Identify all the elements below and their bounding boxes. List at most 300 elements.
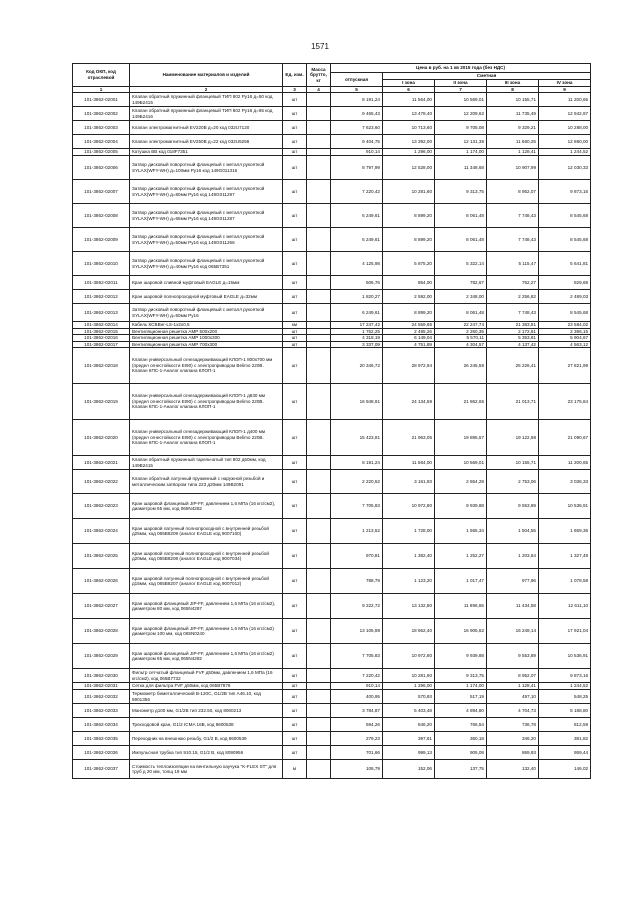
row-price-zone-4: 27 821,99 [539,348,591,384]
row-price-zone-1: 24 134,59 [383,384,435,420]
row-unit: шт [283,384,307,420]
row-unit: шт [283,644,307,669]
row-price-zone-4: 1 244,52 [539,683,591,690]
row-code: 101-3862-02011 [73,276,130,290]
col-num: 2 [130,86,283,93]
row-code: 101-3862-02009 [73,228,130,252]
row-price-zone-2: 4 304,57 [435,341,487,348]
row-price-release: 8 797,99 [331,156,383,180]
row-price-zone-2: 9 705,08 [435,121,487,135]
row-code: 101-3862-02031 [73,683,130,690]
price-table [72,63,591,779]
row-price-zone-1: 2 592,00 [383,290,435,304]
row-price-zone-3: 21 383,81 [487,322,539,329]
row-price-zone-4: 4 563,12 [539,341,591,348]
row-name: Кран шаровой фланцевый JIP-FF, давлением 1,6 МПа (16 кгс/см2) диаметром 100 мм, код 065N0240 [130,619,283,644]
header-name: Наименование материалов и изделий [130,64,283,87]
row-price-zone-3: 11 660,25 [487,135,539,149]
table-row [73,669,591,683]
row-price-release: 9 222,72 [331,594,383,619]
row-unit: шт [283,252,307,276]
row-name: Манометр д100 мм, G1/2В тип 232.50, код 8060213 [130,704,283,718]
header-unit: Ед. изм. [283,64,307,87]
row-price-zone-3: 7 748,43 [487,204,539,228]
table-row [73,156,591,180]
row-price-release: 1 752,25 [331,328,383,335]
row-unit: шт [283,544,307,569]
table-header [73,64,591,93]
row-price-zone-4: 10 288,00 [539,121,591,135]
row-price-zone-4: 12 611,10 [539,594,591,619]
row-code: 101-3862-02034 [73,718,130,732]
row-price-zone-3: 1 504,55 [487,519,539,544]
row-price-zone-2: 8 061,48 [435,304,487,322]
row-code: 101-3862-02030 [73,669,130,683]
row-price-zone-2: 9 939,88 [435,644,487,669]
row-price-zone-2: 11 896,55 [435,594,487,619]
row-price-zone-4: 812,59 [539,718,591,732]
row-name: Вентиляционная решетка AMP 500х200 [130,328,283,335]
row-price-zone-4: 1 659,36 [539,519,591,544]
row-unit: шт [283,669,307,683]
row-price-zone-2: 12 131,35 [435,135,487,149]
row-code: 101-3862-02006 [73,156,130,180]
row-mass [307,718,331,732]
row-price-zone-2: 766,54 [435,718,487,732]
table-row [73,107,591,121]
row-unit: шт [283,594,307,619]
row-unit: шт [283,348,307,384]
row-unit: шт [283,732,307,746]
row-price-release: 7 705,83 [331,494,383,519]
row-price-zone-4: 959,44 [539,746,591,760]
col-num: 3 [283,86,307,93]
row-price-release: 594,26 [331,718,383,732]
row-price-zone-4: 8 545,68 [539,204,591,228]
row-name: Клапан обратный латунный пружинный с наружной резьбой и металлическим затвором типа 223 д20мм 149B2091 [130,470,283,494]
row-price-release: 6 249,61 [331,204,383,228]
row-name: Затвор дисковый поворотный фланцевый с металл рукояткой SYLAX(WFY-WH) д=65мм Ру16 код 149G011287 [130,204,283,228]
row-price-zone-3: 11 434,58 [487,594,539,619]
row-unit: шт [283,420,307,456]
row-code: 101-3862-02018 [73,348,130,384]
row-price-zone-3: 4 704,73 [487,704,539,718]
row-price-zone-1: 13 392,00 [383,135,435,149]
row-price-zone-3: 4 137,42 [487,341,539,348]
row-code: 101-3862-02004 [73,135,130,149]
row-price-zone-3: 7 748,43 [487,304,539,322]
table-row [73,180,591,204]
row-price-zone-1: 1 296,00 [383,149,435,156]
row-name: Клапан универсальный огнезадерживающий КЛОП-1 д400 мм (предел огнестойкости EI90) с электроприводом Belimo 220В. Клапан КПС-1-Аналог клапана КЛОП-1 [130,420,283,456]
row-name: Термометр биметаллический В-120С, G1/2В тип А46.10, код 5901356 [130,690,283,704]
row-price-zone-3: 10 155,71 [487,456,539,470]
row-unit: шт [283,149,307,156]
row-unit: шт [283,718,307,732]
row-name: Затвор дисковый поворотный фланцевый с металл рукояткой SYLAX(WFY-WH) д=40мм Ру16 код 065B7351 [130,252,283,276]
row-unit: шт [283,290,307,304]
table-row [73,384,591,420]
row-code: 101-3862-02003 [73,121,130,135]
row-mass [307,683,331,690]
row-price-zone-1: 999,13 [383,746,435,760]
table-row [73,276,591,290]
table-row [73,619,591,644]
row-unit: шт [283,470,307,494]
row-price-zone-4: 9 873,16 [539,669,591,683]
row-price-zone-3: 19 122,98 [487,420,539,456]
row-name: Кран шаровой латунный полнопроходной с внутренней резьбой д15мм, код 065B8207 (аналог EAGLE код 9007012) [130,569,283,594]
table-body [73,93,591,779]
row-price-zone-2: 9 313,75 [435,180,487,204]
row-price-zone-1: 1 296,00 [383,683,435,690]
row-mass [307,746,331,760]
row-unit: шт [283,619,307,644]
row-price-zone-3: 2 256,82 [487,290,539,304]
row-unit: шт [283,569,307,594]
row-unit: шт [283,121,307,135]
table-row [73,494,591,519]
row-code: 101-3862-02036 [73,746,130,760]
row-price-zone-1: 5 875,20 [383,252,435,276]
row-price-release: 910,14 [331,149,383,156]
row-mass [307,569,331,594]
row-price-zone-3: 21 013,71 [487,384,539,420]
row-name: Клапан универсальный огнезадерживающий КЛОП-1 800х700 мм (предел огнестойкости EI90) с электроприводом Belimo 220В. Клапан КПС-1-Аналог клапана КЛОП-1 [130,348,283,384]
row-name: Кабель КСВВнг-LS-1х2х0,5 [130,322,283,329]
row-price-zone-4: 1 078,58 [539,569,591,594]
row-price-zone-4: 146,02 [539,760,591,779]
row-name: Стоимость теплоизоляции на вентильную каучука "K-FLEX ST" для труб д 20 мм, толщ 19 мм [130,760,283,779]
row-price-release: 3 784,87 [331,704,383,718]
row-name: Клапан обратный пружинный фланцевый ТИП 802 Ру16 д=50 код 149Б2415 [130,93,283,107]
row-price-zone-3: 132,40 [487,760,539,779]
row-name: Затвор дисковый поворотный фланцевый с металл рукояткой SYLAX(WFY-WH) д=80мм Ру16 код 149G011297 [130,180,283,204]
row-price-release: 13 105,98 [331,619,383,644]
header-zone-1: I зона [383,79,435,86]
row-price-zone-3: 5 353,81 [487,335,539,342]
table-row [73,569,591,594]
row-price-release: 7 705,83 [331,644,383,669]
row-price-zone-3: 25 226,41 [487,348,539,384]
header-release-price: отпускная [331,73,383,87]
row-price-zone-4: 21 090,67 [539,420,591,456]
row-code: 101-3862-02015 [73,328,130,335]
table-row [73,519,591,544]
row-price-zone-1: 6 149,04 [383,335,435,342]
row-price-zone-4: 12 030,33 [539,156,591,180]
row-mass [307,180,331,204]
row-name: Вентиляционная решетка AMP 1000х300 [130,335,283,342]
row-name: Затвор дисковый поворотный фланцевый с металл рукояткой SYLAX(WFY-WH) д=50мм Ру16 код 149G011266 [130,228,283,252]
row-price-zone-2: 905,08 [435,746,487,760]
row-unit: шт [283,683,307,690]
row-price-zone-1: 18 662,40 [383,619,435,644]
row-code: 101-3862-02013 [73,304,130,322]
row-price-zone-1: 8 899,20 [383,204,435,228]
row-name: Клапан электромагнитный EV250B д=22 код 032U5256 [130,135,283,149]
table-row [73,746,591,760]
table-row [73,290,591,304]
row-price-zone-1: 397,61 [383,732,435,746]
row-price-zone-2: 19 895,57 [435,420,487,456]
row-price-zone-1: 8 899,20 [383,228,435,252]
row-price-zone-4: 3 036,33 [539,470,591,494]
row-code: 101-3862-02037 [73,760,130,779]
row-mass [307,384,331,420]
row-mass [307,669,331,683]
row-price-zone-1: 10 281,60 [383,669,435,683]
row-unit: шт [283,93,307,107]
row-price-zone-1: 1 728,00 [383,519,435,544]
row-name: Кран шаровой фланцевый JIP-FF, давлением 1,6 МПа (16 кгс/см2), диаметром 80 мм, код 065N4287 [130,594,283,619]
table-row [73,348,591,384]
row-unit: шт [283,341,307,348]
row-mass [307,690,331,704]
row-code: 101-3862-02021 [73,456,130,470]
row-price-zone-1: 28 972,94 [383,348,435,384]
row-price-release: 1 213,52 [331,519,383,544]
row-price-zone-3: 1 128,41 [487,149,539,156]
row-price-release: 701,66 [331,746,383,760]
row-price-zone-2: 2 864,29 [435,470,487,494]
row-price-zone-4: 11 200,65 [539,456,591,470]
row-price-zone-3: 5 115,47 [487,252,539,276]
table-row [73,704,591,718]
row-price-zone-1: 13 132,80 [383,594,435,619]
header-price-group: Цена в руб. на 1 кв 2015 года (без НДС) [331,64,591,73]
row-code: 101-3862-02008 [73,204,130,228]
row-price-zone-3: 752,27 [487,276,539,290]
row-price-release: 106,79 [331,760,383,779]
row-unit: шт [283,204,307,228]
row-price-release: 20 346,72 [331,348,383,384]
row-unit: шт [283,156,307,180]
row-price-zone-2: 5 322,14 [435,252,487,276]
row-name: Кран шаровой сливной муфтовый EAGLE д=15мм [130,276,283,290]
row-name: Кран шаровой латунный полнопроходной с внутренней резьбой д25мм, код 065B8209 (аналог EAGLE код 9007100) [130,519,283,544]
col-num: 5 [331,86,383,93]
row-code: 101-3862-02029 [73,644,130,669]
row-price-zone-2: 137,75 [435,760,487,779]
row-price-zone-4: 12 860,00 [539,135,591,149]
row-price-release: 15 423,81 [331,420,383,456]
row-price-release: 788,79 [331,569,383,594]
row-price-zone-2: 1 174,00 [435,149,487,156]
row-mass [307,619,331,644]
row-price-zone-2: 1 565,34 [435,519,487,544]
row-mass [307,228,331,252]
row-code: 101-3862-02012 [73,290,130,304]
row-price-zone-1: 11 564,00 [383,93,435,107]
row-price-zone-1: 24 559,65 [383,322,435,329]
table-row [73,456,591,470]
row-price-zone-4: 381,82 [539,732,591,746]
row-mass [307,494,331,519]
row-mass [307,470,331,494]
row-price-zone-2: 8 061,48 [435,204,487,228]
row-mass [307,732,331,746]
table-row [73,718,591,732]
row-price-zone-4: 5 188,80 [539,704,591,718]
row-name: Затвор дисковый поворотный фланцевый с металл рукояткой SYLAX(WFY-WH) д=50мм Ру16 [130,304,283,322]
row-name: Сетка для фильтра FVF д50мм, код 065B7876 [130,683,283,690]
row-price-zone-2: 10 569,01 [435,93,487,107]
row-price-zone-4: 1 327,48 [539,544,591,569]
row-price-zone-2: 12 209,62 [435,107,487,121]
row-price-zone-2: 16 905,62 [435,619,487,644]
row-price-zone-1: 864,00 [383,276,435,290]
row-price-zone-2: 10 569,01 [435,456,487,470]
row-code: 101-3862-02026 [73,569,130,594]
row-mass [307,304,331,322]
row-price-release: 4 318,19 [331,335,383,342]
row-price-zone-1: 10 281,60 [383,180,435,204]
row-price-zone-3: 9 553,89 [487,494,539,519]
table-row [73,304,591,322]
table-row [73,683,591,690]
row-price-zone-3: 869,93 [487,746,539,760]
row-unit: м [283,760,307,779]
row-price-zone-3: 10 155,71 [487,93,539,107]
table-row [73,644,591,669]
row-code: 101-3862-02032 [73,690,130,704]
col-num: 6 [383,86,435,93]
row-code: 101-3862-02016 [73,335,130,342]
row-price-zone-2: 4 894,80 [435,704,487,718]
table-row [73,135,591,149]
row-mass [307,149,331,156]
row-mass [307,420,331,456]
row-code: 101-3862-02007 [73,180,130,204]
row-price-zone-1: 570,93 [383,690,435,704]
row-price-zone-3: 9 329,21 [487,121,539,135]
row-price-zone-1: 4 751,89 [383,341,435,348]
row-price-zone-1: 1 123,20 [383,569,435,594]
row-price-release: 910,14 [331,683,383,690]
row-price-zone-4: 829,68 [539,276,591,290]
row-price-zone-4: 5 904,67 [539,335,591,342]
table-row [73,732,591,746]
table-row [73,252,591,276]
page-number: 1571 [311,42,329,51]
row-price-zone-4: 10 536,91 [539,494,591,519]
row-unit: шт [283,228,307,252]
row-code: 101-3862-02023 [73,494,130,519]
row-name: Катушка BB код 018F7351 [130,149,283,156]
row-price-release: 9 404,75 [331,135,383,149]
row-code: 101-3862-02035 [73,732,130,746]
row-price-zone-2: 360,18 [435,732,487,746]
row-price-zone-2: 2 348,00 [435,290,487,304]
row-price-release: 606,76 [331,276,383,290]
row-price-release: 9 465,43 [331,107,383,121]
row-name: Вентиляционная решетка AMP 700х300 [130,341,283,348]
row-price-zone-2: 1 174,00 [435,683,487,690]
row-price-zone-4: 2 396,15 [539,328,591,335]
row-price-zone-2: 1 017,47 [435,569,487,594]
row-mass [307,276,331,290]
row-price-release: 1 820,27 [331,290,383,304]
table-row [73,149,591,156]
table-row [73,760,591,779]
row-price-release: 400,95 [331,690,383,704]
row-price-zone-2: 5 570,11 [435,335,487,342]
header-zone-4: IV зона [539,79,591,86]
row-mass [307,594,331,619]
col-num: 9 [539,86,591,93]
row-name: Клапан универсальный огнезадерживающий КЛОП-1 д630 мм (предел огнестойкости EI90) с электроприводом Belimo 220В. Клапан КПС-1-Аналог клапана КЛОП-1 [130,384,283,420]
row-price-zone-3: 2 172,61 [487,328,539,335]
row-price-zone-3: 11 735,49 [487,107,539,121]
row-price-zone-2: 11 348,68 [435,156,487,180]
row-price-zone-2: 26 245,58 [435,348,487,384]
row-unit: шт [283,328,307,335]
header-zone-2: II зона [435,79,487,86]
row-price-zone-4: 23 584,02 [539,322,591,329]
row-name: Кран шаровой фланцевый JIP-FF, давлением 1,6 МПа (16 кгс/см2) диаметром 65 мм, код 065N4282 [130,644,283,669]
row-price-zone-3: 9 553,89 [487,644,539,669]
row-price-zone-3: 16 249,14 [487,619,539,644]
row-price-zone-3: 1 203,64 [487,544,539,569]
row-price-zone-2: 21 862,65 [435,384,487,420]
row-unit: шт [283,456,307,470]
col-num: 7 [435,86,487,93]
row-price-zone-1: 11 564,00 [383,456,435,470]
row-price-zone-1: 152,06 [383,760,435,779]
row-price-zone-3: 497,10 [487,690,539,704]
header-zone-3: III зона [487,79,539,86]
row-price-zone-3: 8 952,07 [487,180,539,204]
row-price-zone-3: 2 753,06 [487,470,539,494]
row-code: 101-3862-02020 [73,420,130,456]
row-mass [307,519,331,544]
row-name: Затвор дисковый поворотный фланцевый с металл рукояткой SYLAX(WFY-WH) д=100мм Ру16 код 149G011316 [130,156,283,180]
row-code: 101-3862-02017 [73,341,130,348]
row-unit: шт [283,494,307,519]
row-mass [307,107,331,121]
row-unit: шт [283,304,307,322]
row-mass [307,644,331,669]
row-price-zone-2: 2 260,35 [435,328,487,335]
row-price-zone-4: 8 545,68 [539,228,591,252]
row-price-zone-4: 23 175,84 [539,384,591,420]
row-mass [307,760,331,779]
row-price-zone-1: 2 495,26 [383,328,435,335]
row-name: Трехходовой кран, G1/2 ICMA 16B, код 8600538 [130,718,283,732]
row-name: Клапан электромагнитный EV220B д=20 код 032U7120 [130,121,283,135]
row-price-zone-4: 10 536,91 [539,644,591,669]
row-unit: км [283,322,307,329]
row-price-release: 8 191,24 [331,456,383,470]
row-code: 101-3862-02014 [73,322,130,329]
row-code: 101-3862-02025 [73,544,130,569]
row-price-zone-4: 1 244,52 [539,149,591,156]
row-price-zone-1: 1 382,40 [383,544,435,569]
table-row [73,204,591,228]
row-mass [307,156,331,180]
row-price-zone-3: 346,20 [487,732,539,746]
row-price-zone-4: 11 200,65 [539,93,591,107]
row-code: 101-3862-02033 [73,704,130,718]
row-price-zone-1: 846,20 [383,718,435,732]
table-row [73,93,591,107]
row-price-zone-4: 12 942,97 [539,107,591,121]
row-price-zone-1: 12 528,00 [383,156,435,180]
row-price-zone-3: 8 952,07 [487,669,539,683]
row-code: 101-3862-02001 [73,93,130,107]
col-num: 8 [487,86,539,93]
